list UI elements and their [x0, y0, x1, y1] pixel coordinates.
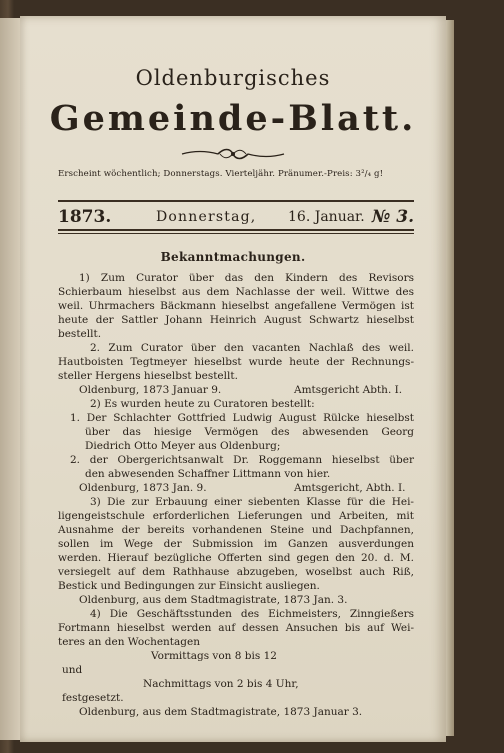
text-line: Oldenburg, 1873 Januar 9. [79, 384, 222, 396]
ornament-divider [180, 147, 286, 161]
text-line: Hautboisten Tegtmeyer hieselbst wurde heute der Rechnungs- [58, 356, 414, 368]
text-line: Amtsgericht Abth. I. [294, 384, 403, 396]
text-line: Vormittags von 8 bis 12 [151, 650, 277, 662]
previous-page-edge [0, 18, 21, 740]
text-line: heute der Sattler Johann Heinrich August Schwartz hieselbst [58, 314, 414, 326]
issue-date: 16. Januar. [288, 209, 365, 225]
masthead-large-title: Gemeinde-Blatt. [49, 98, 417, 139]
text-line: teres an den Wochentagen [58, 636, 200, 648]
rule [58, 233, 414, 234]
rule [58, 229, 414, 231]
text-line: Bestick und Bedingungen zur Einsicht ausliegen. [58, 580, 320, 592]
text-line: 2. der Obergerichtsanwalt Dr. Roggemann hieselbst über [70, 454, 414, 466]
book-edge [446, 20, 454, 736]
text-line: steller Hergens hieselbst bestellt. [58, 370, 238, 382]
masthead-small-title: Oldenburgisches [135, 66, 331, 90]
issue-day: Donnerstag, [156, 209, 257, 225]
text-line: weil. Uhrmachers Bäckmann hieselbst angefallene Vermögen ist [58, 300, 414, 312]
issue-line [58, 207, 414, 227]
text-line: über das hiesige Vermögen des abwesenden Georg [85, 426, 414, 438]
text-line: 2. Zum Curator über den vacanten Nachlaß des weil. [90, 342, 414, 354]
rule [58, 200, 414, 202]
text-line: Amtsgericht, Abth. I. [294, 482, 406, 494]
text-line: 3) Die zur Erbauung einer siebenten Klasse für die Hei- [90, 496, 414, 508]
text-line: ligengeistschule erforderlichen Lieferungen und Arbeiten, mit [58, 510, 414, 522]
text-line: Diedrich Otto Meyer aus Oldenburg; [85, 440, 281, 452]
text-line: 1) Zum Curator über das den Kindern des Revisors [79, 272, 414, 284]
text-line: 2) Es wurden heute zu Curatoren bestellt: [90, 398, 315, 410]
text-line: den abwesenden Schaffner Littmann von hier. [85, 468, 331, 480]
issue-number: № 3. [371, 207, 414, 227]
text-line: Ausnahme der bereits vorhandenen Steine und Dachpfannen, [58, 524, 414, 536]
text-line: 4) Die Geschäftsstunden des Eichmeisters, Zinngießers [90, 608, 414, 620]
masthead-subtitle: Erscheint wöchentlich; Donnerstags. Vierteljähr. Pränumer.-Preis: 3²/₄ g! [58, 169, 384, 179]
text-line: festgesetzt. [62, 692, 124, 704]
text-line: sollen im Wege der Submission im Ganzen ausverdungen [58, 538, 414, 550]
text-line: Oldenburg, aus dem Stadtmagistrate, 1873 Januar 3. [79, 706, 363, 718]
section-heading: Bekanntmachungen. [160, 250, 306, 264]
text-line: 1. Der Schlachter Gottfried Ludwig August Rülcke hieselbst [70, 412, 414, 424]
text-line: und [62, 664, 83, 676]
text-line: Oldenburg, aus dem Stadtmagistrate, 1873 Jan. 3. [79, 594, 348, 606]
text-line: Oldenburg, 1873 Jan. 9. [79, 482, 207, 494]
text-line: Nachmittags von 2 bis 4 Uhr, [143, 678, 299, 690]
newspaper-page [20, 16, 446, 742]
text-line: versiegelt auf dem Rathhause abzugeben, woselbst auch Riß, [58, 566, 414, 578]
text-line: Schierbaum hieselbst aus dem Nachlasse der weil. Wittwe des [58, 286, 414, 298]
text-line: Fortmann hieselbst werden auf dessen Ansuchen bis auf Wei- [58, 622, 414, 634]
issue-year: 1873. [58, 207, 112, 227]
text-line: bestellt. [58, 328, 102, 340]
text-line: werden. Hierauf bezügliche Offerten sind gegen den 20. d. M. [58, 552, 414, 564]
